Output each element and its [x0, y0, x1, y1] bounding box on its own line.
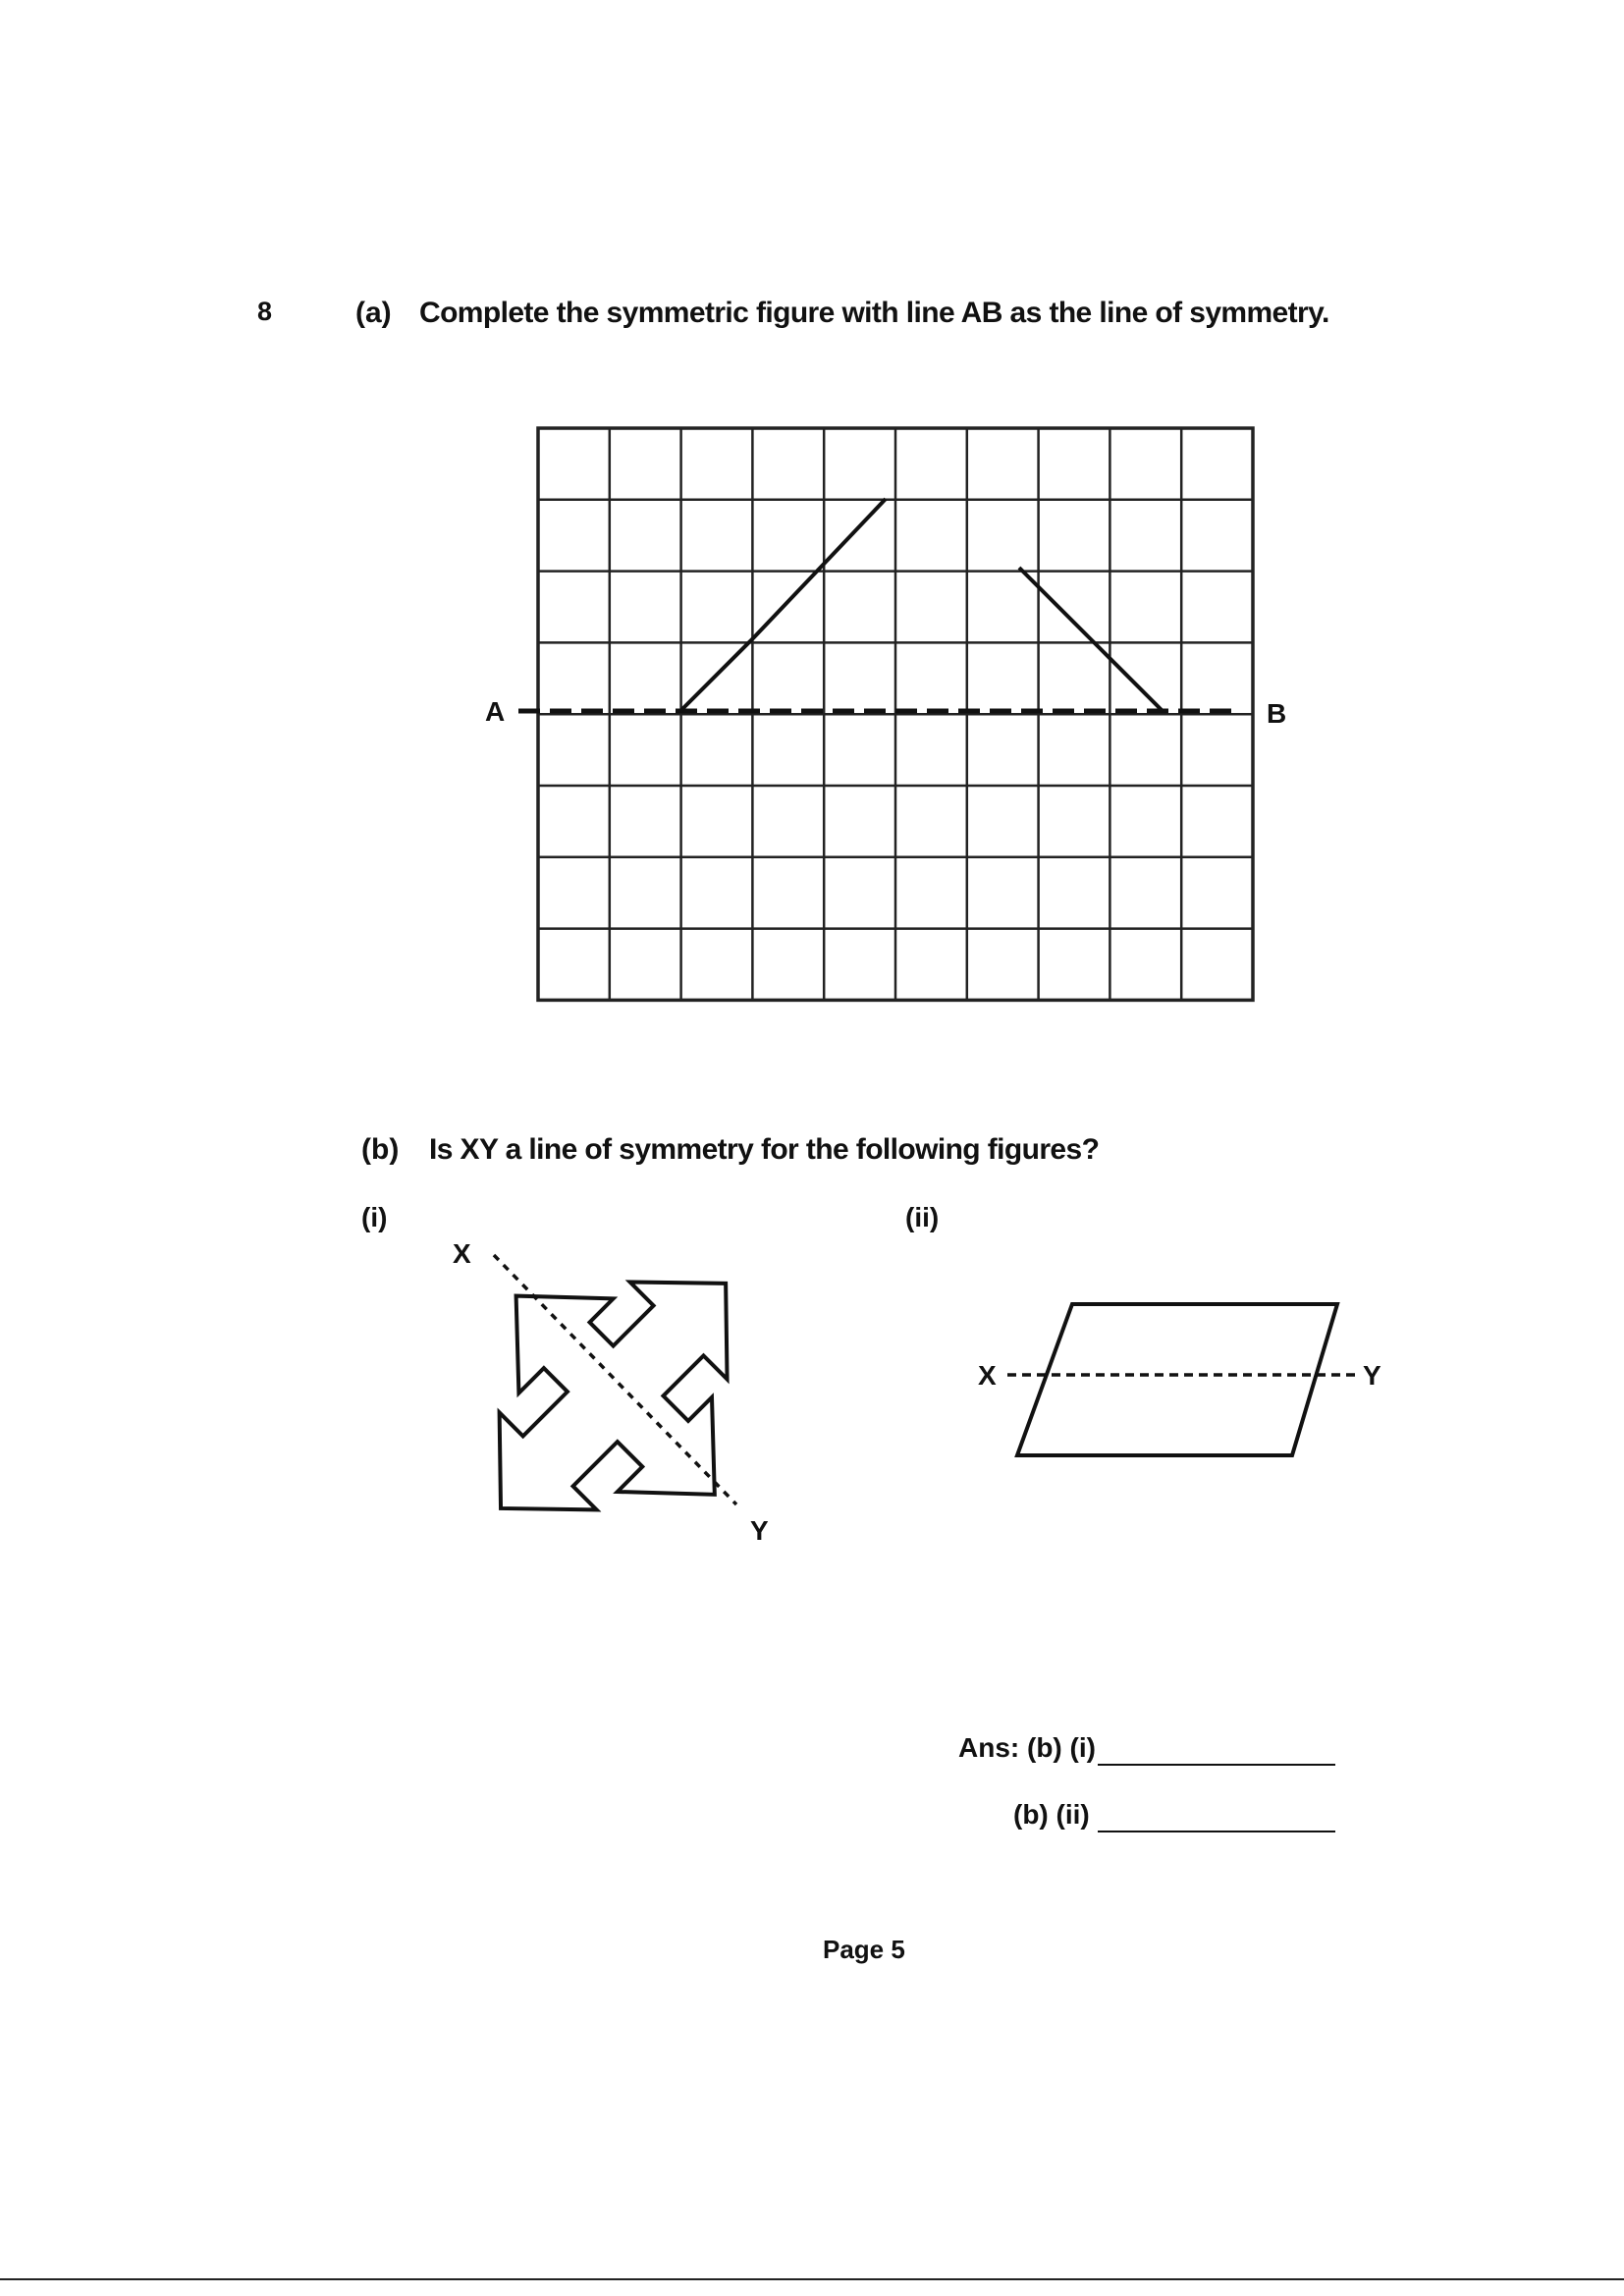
bottom-rule [0, 2278, 1624, 2280]
point-y-label-i: Y [750, 1515, 769, 1546]
part-b-label: (b) [361, 1133, 400, 1166]
answer-b-ii-field[interactable] [1098, 1831, 1335, 1832]
sub-question-ii-label: (ii) [905, 1202, 940, 1232]
page-number: Page 5 [823, 1935, 905, 1964]
answer-b-i-label: Ans: (b) (i) [958, 1732, 1096, 1763]
question-number: 8 [257, 297, 273, 326]
point-x-label-i: X [453, 1238, 471, 1269]
point-x-label-ii: X [978, 1360, 997, 1391]
parallelogram-shape [1017, 1304, 1337, 1455]
part-b-question: Is XY a line of symmetry for the following figures? [429, 1133, 1100, 1166]
answer-b-ii-label: (b) (ii) [1013, 1799, 1090, 1830]
point-a-label: A [485, 696, 506, 727]
point-b-label: B [1267, 698, 1287, 729]
part-a-instruction: Complete the symmetric figure with line AB as the line of symmetry. [419, 297, 1329, 329]
answer-b-i-field[interactable] [1098, 1764, 1335, 1766]
part-a-label: (a) [355, 297, 392, 329]
sub-question-i-label: (i) [361, 1202, 388, 1232]
point-y-label-ii: Y [1363, 1360, 1381, 1391]
